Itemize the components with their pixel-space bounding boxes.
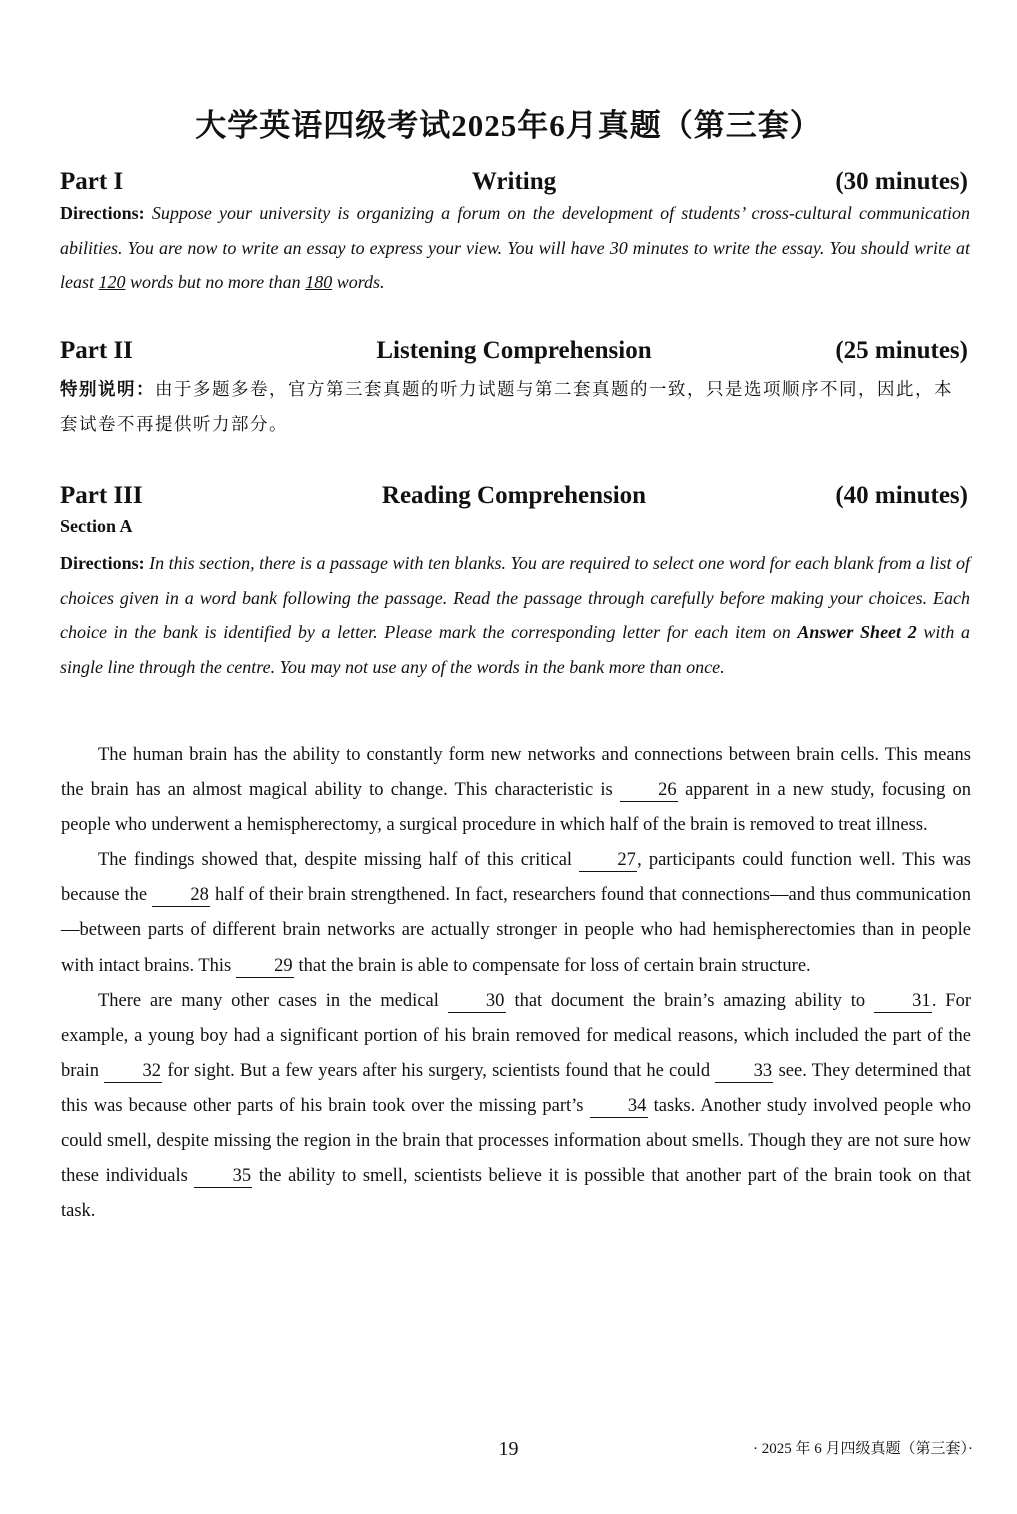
blank-32: 32 xyxy=(104,1060,162,1083)
passage-text: that document the brain’s amazing ability to xyxy=(514,990,866,1011)
part2-note xyxy=(60,372,970,442)
part1-min-words: 120 xyxy=(98,272,126,292)
part3-time: (40 minutes) xyxy=(835,482,968,509)
blank-29: 29 xyxy=(236,955,294,978)
passage-paragraph-3 xyxy=(61,984,971,1230)
blank-27: 27 xyxy=(579,849,637,872)
part2-time: (25 minutes) xyxy=(835,337,968,364)
page-number: 19 xyxy=(498,1438,519,1460)
passage-text: for sight. But a few years after his surgery, scientists found that he could xyxy=(167,1060,711,1081)
passage-text: apparent in a new study, focusing on people who underwent a hemispherectomy, a surgical procedure in which half of the brain is removed to treat illness. xyxy=(61,780,972,836)
part2-note-text: 由于多题多卷，官方第三套真题的听力试题与第二套真题的一致，只是选项顺序不同，因此，本套试卷不再提供听力部分。 xyxy=(60,379,953,434)
blank-33: 33 xyxy=(715,1060,773,1083)
part3-directions xyxy=(60,546,970,684)
part2-note-label: 特别说明： xyxy=(60,379,155,399)
blank-26: 26 xyxy=(620,779,678,802)
blank-28: 28 xyxy=(152,884,210,907)
part1-time: (30 minutes) xyxy=(835,168,968,195)
part3-title: Reading Comprehension xyxy=(381,482,647,509)
part1-directions xyxy=(60,196,970,300)
passage-text: . For example, a young boy had a significant portion of his brain removed for medical reasons, which included the part of the brain xyxy=(61,990,971,1081)
part2-name: Part II xyxy=(60,337,133,364)
part2-title: Listening Comprehension xyxy=(376,337,652,364)
passage-paragraph-2 xyxy=(61,843,971,983)
part2-header xyxy=(60,337,968,371)
passage-text: There are many other cases in the medical xyxy=(98,990,439,1011)
passage-text: , participants could function well. This was because the xyxy=(61,850,971,906)
blank-30: 30 xyxy=(448,990,506,1013)
part1-max-words: 180 xyxy=(305,272,333,292)
part1-directions-label: Directions: xyxy=(60,203,145,223)
part1-directions-text-a: Suppose your university is organizing a forum on the development of students’ cross-cultural communication abilities. You are now to write an essay to express your view. You will have 30 minutes to write the essay. You should write at least xyxy=(60,203,970,292)
part1-directions-text-c: words. xyxy=(336,272,385,292)
page-title: 大学英语四级考试2025年6月真题（第三套） xyxy=(195,108,822,143)
reading-passage xyxy=(61,738,971,1229)
part3-header xyxy=(60,482,968,516)
passage-text: The findings showed that, despite missing half of this critical xyxy=(98,850,573,871)
section-a-heading: Section A xyxy=(60,516,133,536)
part3-name: Part III xyxy=(60,482,143,509)
running-title: · 2025 年 6 月四级真题（第三套）· xyxy=(753,1441,973,1457)
part1-title: Writing xyxy=(471,168,557,195)
passage-text: the ability to smell, scientists believe it is possible that another part of the brain took on that task. xyxy=(61,1166,972,1222)
passage-text: tasks. Another study involved people who could smell, despite missing the region in the brain that processes information about smells. Though they are not sure how these individuals xyxy=(61,1095,972,1187)
part1-directions-text-b: words but no more than xyxy=(130,272,301,292)
passage-text: that the brain is able to compensate for loss of certain brain structure. xyxy=(298,955,811,976)
part1-name: Part I xyxy=(60,168,124,195)
passage-text: see. They determined that this was because other parts of his brain took over the missing part’s xyxy=(61,1060,972,1116)
answer-sheet-label: Answer Sheet 2 xyxy=(797,622,917,642)
blank-35: 35 xyxy=(194,1165,252,1188)
part3-directions-label: Directions: xyxy=(60,553,145,573)
part3-directions-text-a: In this section, there is a passage with ten blanks. You are required to select one word for each blank from a list of choices given in a word bank following the passage. Read the passage through carefully before making your choices. Each choice in the bank is identified by a letter. Please mark the corresponding letter for each item on xyxy=(60,553,970,642)
blank-34: 34 xyxy=(590,1095,648,1118)
blank-31: 31 xyxy=(874,990,932,1013)
passage-text: The human brain has the ability to constantly form new networks and connections between brain cells. This means the brain has an almost magical ability to change. This characteristic is xyxy=(61,745,971,801)
passage-paragraph-1 xyxy=(61,738,971,843)
part3-directions-text-b: with a single line through the centre. You may not use any of the words in the bank more than once. xyxy=(60,622,971,677)
passage-text: half of their brain strengthened. In fact, researchers found that connections—and thus communication—between parts of different brain networks are actually stronger in people who had hemispherectomies than in people with intact brains. This xyxy=(61,885,972,976)
